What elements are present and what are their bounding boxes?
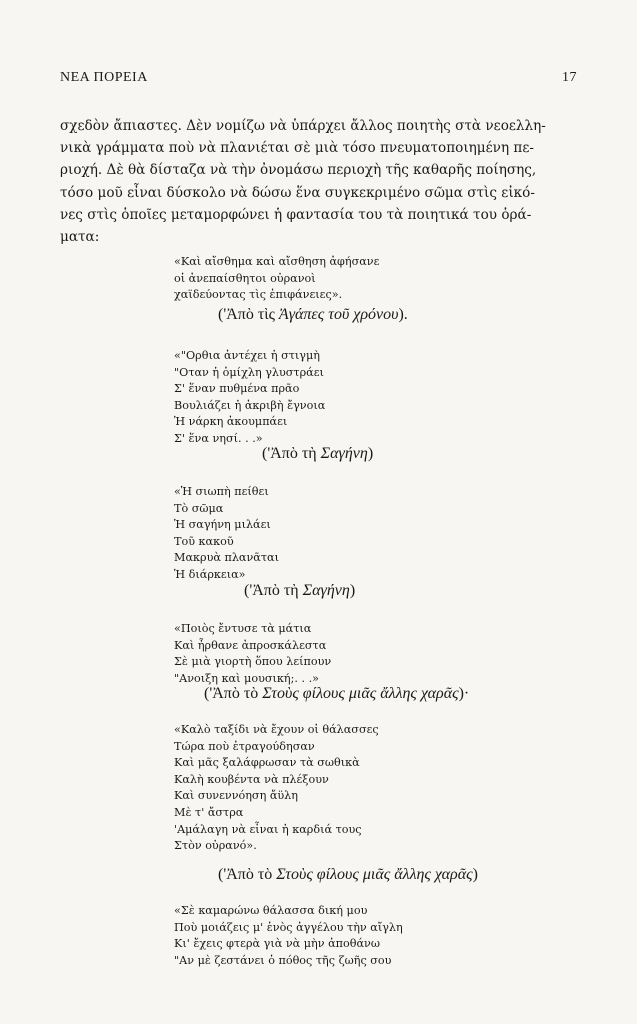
poem-quote bbox=[174, 484, 279, 584]
poem-line: Ἡ σαγήνη μιλάει bbox=[174, 518, 271, 532]
running-title: ΝΕΑ ΠΟΡΕΙΑ bbox=[60, 70, 148, 85]
poem-quote bbox=[174, 254, 379, 304]
poem-source: ('Ἀπὸ τὴ Σαγήνη) bbox=[244, 582, 356, 599]
intro-line: τόσο μοῦ εἶναι δύσκολο νὰ δώσω ἕνα συγκεκριμένο σῶμα στὶς εἰκό- bbox=[60, 184, 535, 201]
intro-line: σχεδὸν ἄπιαστες. Δὲν νομίζω νὰ ὑπάρχει ἄλλος ποιητὴς στὰ νεοελλη- bbox=[60, 118, 546, 134]
poem-line: Μακρυὰ πλανᾶται bbox=[174, 551, 279, 565]
poem-quote bbox=[174, 621, 331, 687]
poem-line: Καὶ συνεννόηση ἄϋλη bbox=[174, 789, 298, 803]
poem-line: Ποὺ μοιάζεις μ' ἑνὸς ἀγγέλου τὴν αἴγλη bbox=[174, 920, 403, 934]
page-number: 17 bbox=[562, 70, 577, 85]
poem-line: "Οταν ἡ ὁμίχλη γλυστράει bbox=[174, 365, 324, 379]
intro-line: ριοχή. Δὲ θὰ δίσταζα νὰ τὴν ὀνομάσω περιοχὴ τῆς καθαρῆς ποίησης, bbox=[60, 162, 537, 179]
poem-line: Τοῦ κακοῦ bbox=[174, 534, 234, 548]
poem-line: «Καλὸ ταξίδι νὰ ἔχουν οἱ θάλασσες bbox=[174, 723, 379, 736]
poem-line: «Σὲ καμαρώνω θάλασσα δική μου bbox=[174, 904, 368, 917]
poem-source: ('Ἀπὸ τὶς Ἀγάπες τοῦ χρόνου). bbox=[218, 306, 408, 323]
poem-source: ('Ἀπὸ τὴ Σαγήνη) bbox=[262, 445, 374, 462]
poem-line: οἱ ἀνεπαίσθητοι οὐρανοὶ bbox=[174, 271, 316, 285]
poem-line: "Ανοιξη καὶ μουσική;. . .» bbox=[174, 671, 319, 685]
poem-line: Ἡ νάρκη ἀκουμπάει bbox=[174, 415, 288, 429]
poem-source: ('Ἀπὸ τὸ Στοὺς φίλους μιᾶς ἄλλης χαρᾶς)· bbox=[204, 685, 470, 702]
poem-line: Βουλιάζει ἡ ἀκριβὴ ἔγνοια bbox=[174, 398, 326, 412]
poem-line: «Ἡ σιωπὴ πείθει bbox=[174, 485, 269, 498]
source-title: Σαγήνη bbox=[320, 445, 368, 462]
poem-line: «Ποιὸς ἔντυσε τὰ μάτια bbox=[174, 622, 312, 635]
intro-line: ματα: bbox=[60, 229, 100, 246]
poem-line: 'Αμάλαγη νὰ εἶναι ἡ καρδιά τους bbox=[174, 822, 362, 836]
source-title: Στοὺς φίλους μιᾶς ἄλλης χαρᾶς bbox=[276, 866, 473, 883]
intro-line: νικὰ γράμματα ποὺ νὰ πλανιέται σὲ μιὰ τόσο πνευματοποιημένη πε- bbox=[60, 140, 534, 157]
intro-line: νες στὶς ὁποῖες μεταμορφώνει ἡ φαντασία του τὰ ποιητικά του ὁρά- bbox=[60, 206, 532, 223]
poem-line: «"Ορθια ἀντέχει ἡ στιγμὴ bbox=[174, 349, 320, 362]
intro-paragraph bbox=[60, 115, 599, 248]
poem-line: Καὶ μᾶς ξαλάφρωσαν τὰ σωθικὰ bbox=[174, 756, 360, 770]
poem-quote bbox=[174, 348, 325, 448]
poem-line: Τώρα ποὺ ἐτραγούδησαν bbox=[174, 739, 315, 753]
poem-line: Ἡ διάρκεια» bbox=[174, 567, 246, 581]
poem-line: Καὶ ἦρθανε ἀπροσκάλεστα bbox=[174, 638, 327, 652]
source-title: Στοὺς φίλους μιᾶς ἄλλης χαρᾶς bbox=[262, 685, 459, 702]
poem-line: "Αν μὲ ζεστάνει ὁ πόθος τῆς ζωῆς σου bbox=[174, 953, 392, 967]
poem-line: Κι' ἔχεις φτερὰ γιὰ νὰ μὴν ἀποθάνω bbox=[174, 937, 380, 951]
poem-line: Μὲ τ' ἄστρα bbox=[174, 805, 244, 819]
poem-line: χαϊδεύοντας τὶς ἐπιφάνειες». bbox=[174, 288, 343, 302]
poem-line: Στὸν οὐρανό». bbox=[174, 839, 257, 853]
page-header bbox=[60, 70, 577, 86]
poem-line: Σ' ἕναν πυθμένα πρᾶο bbox=[174, 382, 300, 396]
poem-line: «Καὶ αἴσθημα καὶ αἴσθηση ἀφήσανε bbox=[174, 255, 380, 268]
source-title: Ἀγάπες τοῦ χρόνου bbox=[278, 306, 399, 323]
poem-quote bbox=[174, 722, 379, 855]
poem-quote bbox=[174, 903, 403, 969]
poem-line: Τὸ σῶμα bbox=[174, 501, 224, 515]
poem-line: Σ' ἕνα νησί. . .» bbox=[174, 431, 263, 445]
poem-line: Σὲ μιὰ γιορτὴ ὅπου λείπουν bbox=[174, 655, 332, 669]
poem-source: ('Ἀπὸ τὸ Στοὺς φίλους μιᾶς ἄλλης χαρᾶς) bbox=[218, 866, 478, 883]
poem-line: Καλὴ κουβέντα νὰ πλέξουν bbox=[174, 772, 329, 786]
source-title: Σαγήνη bbox=[302, 582, 350, 599]
